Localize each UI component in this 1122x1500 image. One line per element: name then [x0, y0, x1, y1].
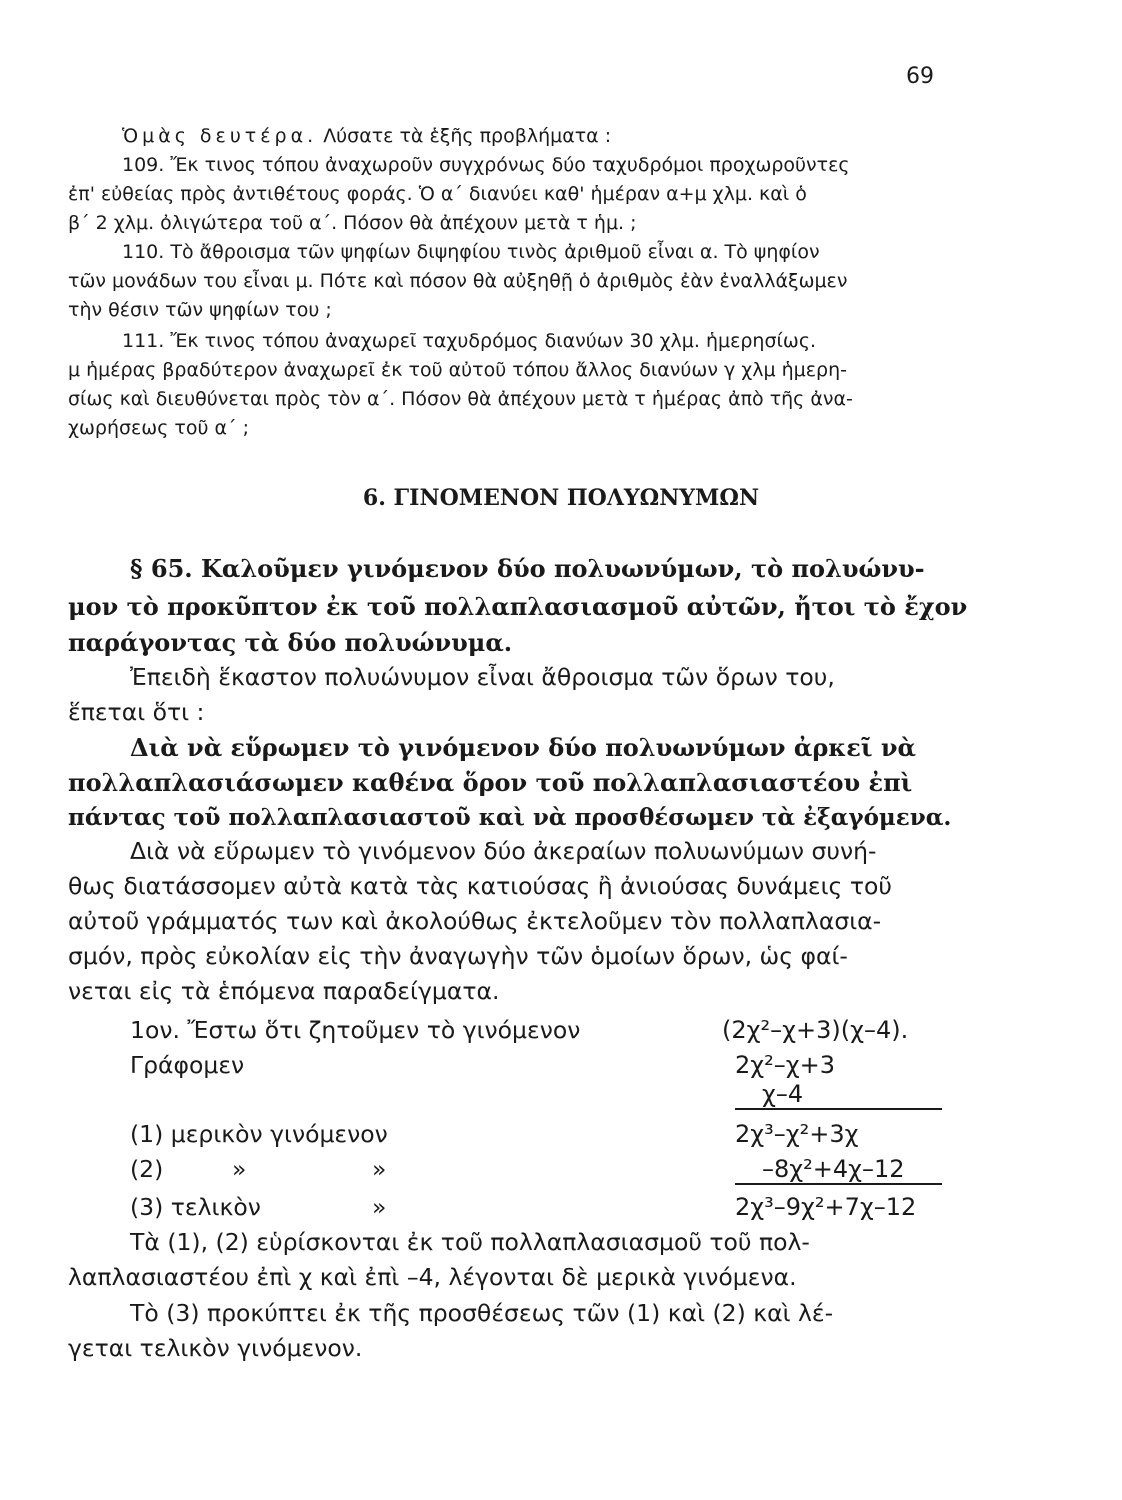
example-multiplicand: 2χ²–χ+3 [735, 1051, 835, 1079]
problem-line: σίως καὶ διευθύνεται πρὸς τὸν α΄. Πόσον θὰ ἀπέχουν μετὰ τ ἡμέρας ἀπὸ τῆς ἀνα- [68, 388, 853, 410]
rule-line: πολλαπλασιάσωμεν καθένα ὅρον τοῦ πολλαπλασιαστέου ἐπὶ [68, 768, 913, 797]
paragraph-line: Τὸ (3) προκύπτει ἐκ τῆς προσθέσεως τῶν (1) καὶ (2) καὶ λέ- [130, 1299, 834, 1327]
example-partial1-label: (1) μερικὸν γινόμενον [130, 1120, 388, 1148]
paragraph-line: αὐτοῦ γράμματός των καὶ ἀκολούθως ἐκτελοῦμεν τὸν πολλαπλασια- [68, 907, 882, 935]
problem-line: 109. Ἔκ τινος τόπου ἀναχωροῦν συγχρόνως δύο ταχυδρόμοι προχωροῦντες [122, 154, 850, 176]
example-final: 2χ³–9χ²+7χ–12 [735, 1193, 917, 1221]
problem-line: 111. Ἔκ τινος τόπου ἀναχωρεῖ ταχυδρόμος διανύων 30 χλμ. ἡμερησίως. [122, 330, 817, 352]
problems-intro-label: Ὁμὰς δευτέρα. [122, 125, 318, 147]
example-product: (2χ²–χ+3)(χ–4). [722, 1016, 909, 1044]
problem-line: τῶν μονάδων του εἶναι μ. Πότε καὶ πόσον θὰ αὐξηθῇ ὁ ἀριθμὸς ἐὰν ἐναλλάξωμεν [68, 270, 848, 292]
paragraph-line: ἕπεται ὅτι : [68, 698, 205, 726]
problem-line: 110. Τὸ ἄθροισμα τῶν ψηφίων διψηφίου τινὸς ἀριθμοῦ εἶναι α. Τὸ ψηφίον [122, 241, 820, 263]
paragraph-line: γεται τελικὸν γινόμενον. [68, 1334, 363, 1362]
problems-intro-text: Λύσατε τὰ ἑξῆς προβλήματα : [323, 125, 612, 147]
definition-line: § 65. Καλοῦμεν γινόμενον δύο πολυωνύμων, τὸ πολυώνυ- [130, 554, 925, 583]
problems-intro [122, 122, 611, 151]
paragraph-line: Ἐπειδὴ ἕκαστον πολυώνυμον εἶναι ἄθροισμα τῶν ὅρων του, [130, 663, 835, 691]
problem-line: χωρήσεως τοῦ α΄ ; [68, 417, 249, 439]
example-rule-2 [735, 1183, 942, 1185]
paragraph-line: Τὰ (1), (2) εὑρίσκονται ἐκ τοῦ πολλαπλασιασμοῦ τοῦ πολ- [130, 1228, 810, 1256]
problem-line: ἐπ' εὐθείας πρὸς ἀντιθέτους φοράς. Ὁ α΄ διανύει καθ' ἡμέραν α+μ χλμ. καὶ ὁ [68, 183, 807, 205]
problem-line: τὴν θέσιν τῶν ψηφίων του ; [68, 299, 332, 321]
ditto-mark: » [372, 1193, 387, 1221]
example-multiplier: χ–4 [762, 1080, 804, 1108]
example-write-label: Γράφομεν [130, 1051, 245, 1079]
example-partial2: –8χ²+4χ–12 [762, 1155, 905, 1183]
example-partial1: 2χ³–χ²+3χ [735, 1120, 859, 1148]
definition-line: μον τὸ προκῦπτον ἐκ τοῦ πολλαπλασιασμοῦ αὐτῶν, ἤτοι τὸ ἔχον [68, 592, 968, 621]
example-rule-1 [735, 1108, 942, 1110]
example-partial2-label: (2) [130, 1155, 164, 1183]
paragraph-line: νεται εἰς τὰ ἑπόμενα παραδείγματα. [68, 977, 500, 1005]
paragraph-line: σμόν, πρὸς εὐκολίαν εἰς τὴν ἀναγωγὴν τῶν ὁμοίων ὅρων, ὡς φαί- [68, 942, 848, 970]
problem-line: μ ἡμέρας βραδύτερον ἀναχωρεῖ ἐκ τοῦ αὐτοῦ τόπου ἄλλος διανύων γ χλμ ἡμερη- [68, 359, 847, 381]
example-final-label: (3) τελικὸν [130, 1193, 261, 1221]
ditto-mark: » [372, 1155, 387, 1183]
paragraph-line: Διὰ νὰ εὕρωμεν τὸ γινόμενον δύο ἀκεραίων πολυωνύμων συνή- [130, 837, 877, 865]
paragraph-line: λαπλασιαστέου ἐπὶ χ καὶ ἐπὶ –4, λέγονται δὲ μερικὰ γινόμενα. [68, 1263, 797, 1291]
problem-line: β΄ 2 χλμ. ὀλιγώτερα τοῦ α΄. Πόσον θὰ ἀπέχουν μετὰ τ ἡμ. ; [68, 212, 637, 234]
ditto-mark: » [232, 1155, 247, 1183]
example-intro: 1ον. Ἔστω ὅτι ζητοῦμεν τὸ γινόμενον [130, 1016, 581, 1044]
rule-line: πάντας τοῦ πολλαπλασιαστοῦ καὶ νὰ προσθέσωμεν τὰ ἐξαγόμενα. [68, 804, 952, 831]
section-heading: 6. ΓΙΝΟΜΕΝΟΝ ΠΟΛΥΩΝΥΜΩΝ [362, 485, 760, 511]
rule-line: Διὰ νὰ εὕρωμεν τὸ γινόμενον δύο πολυωνύμων ἀρκεῖ νὰ [130, 733, 916, 762]
page-number: 69 [906, 64, 934, 89]
definition-line: παράγοντας τὰ δύο πολυώνυμα. [68, 628, 513, 657]
paragraph-line: θως διατάσσομεν αὐτὰ κατὰ τὰς κατιούσας ἢ ἀνιούσας δυνάμεις τοῦ [68, 872, 892, 900]
